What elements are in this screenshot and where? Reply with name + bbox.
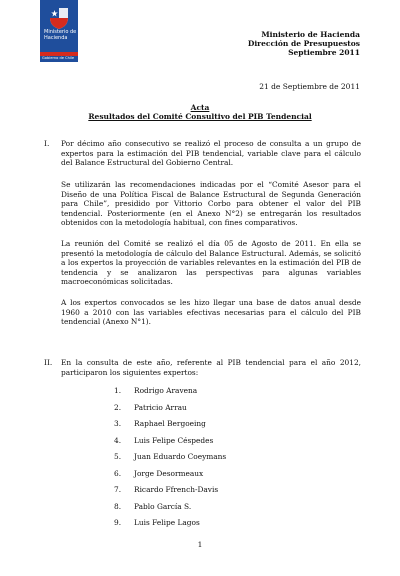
ministry-name-line1: Ministerio de xyxy=(44,29,77,35)
header-ministry: Ministerio de Hacienda xyxy=(261,30,360,39)
document-subtitle: Resultados del Comité Consultivo del PIB Tendencial xyxy=(88,112,312,121)
list-number: 4. xyxy=(114,435,122,445)
expert-name: Ricardo Ffrench-Davis xyxy=(134,485,219,494)
letterhead xyxy=(248,30,360,57)
expert-name: Rodrigo Aravena xyxy=(134,386,198,395)
list-number: 5. xyxy=(114,452,122,461)
list-number: 8. xyxy=(114,501,122,511)
list-item xyxy=(114,502,226,519)
paragraph: En la consulta de este año, referente al PIB tendencial para el año 2012, participaron los siguientes expertos: xyxy=(61,358,361,377)
list-number: 1. xyxy=(114,386,122,395)
document-title: Acta xyxy=(190,103,210,112)
government-label: Gobierno de Chile xyxy=(42,56,75,60)
list-item xyxy=(114,403,226,420)
document-date: 21 de Septiembre de 2011 xyxy=(259,82,360,91)
list-number: 7. xyxy=(114,485,122,494)
list-item xyxy=(114,386,226,403)
list-number: 2. xyxy=(114,402,122,412)
ministry-logo xyxy=(40,0,78,62)
ministry-name xyxy=(44,29,78,41)
list-item xyxy=(114,452,226,469)
header-department: Dirección de Presupuestos xyxy=(247,39,360,48)
expert-name: Luis Felipe Lagos xyxy=(134,518,200,527)
paragraph: Se utilizarán las recomendaciones indicadas por el “Comité Asesor para el Diseño de una Política Fiscal de Balance Estructural de Segunda Generación para Chile”, presidido por Vittorio Corbo para obtener el valor del PIB tendencial. Posteriormente (en el Anexo N°2) se entregarán los resultados obtenidos con la metodología habitual, con fines comparativos. xyxy=(61,180,361,228)
expert-name: Patricio Arrau xyxy=(134,402,187,412)
list-number: 3. xyxy=(114,419,122,428)
header-period: Septiembre 2011 xyxy=(288,48,360,57)
expert-name: Juan Eduardo Coeymans xyxy=(134,452,227,461)
paragraph: La reunión del Comité se realizó el día 05 de Agosto de 2011. En ella se presentó la metodología de cálculo del Balance Estructural. Además, se solicitó a los expertos la proyección de variables relevantes en la estimación del PIB de tendencia y se analizaron las perspectivas para algunas variables macroeconómicas solicitadas. xyxy=(61,239,361,287)
paragraph: Por décimo año consecutivo se realizó el proceso de consulta a un grupo de expertos para la estimación del PIB tendencial, variable clave para el cálculo del Balance Estructural del Gobierno Central. xyxy=(61,139,361,168)
page-number: 1 xyxy=(197,540,203,549)
expert-name: Luis Felipe Céspedes xyxy=(134,435,214,445)
list-item xyxy=(114,518,226,535)
coat-of-arms-icon xyxy=(48,6,70,30)
expert-name: Jorge Desormeaux xyxy=(134,468,204,478)
list-item xyxy=(114,469,226,486)
experts-list xyxy=(114,386,226,535)
section-number: II. xyxy=(44,358,53,367)
expert-name: Raphael Bergoeing xyxy=(134,419,206,428)
section-number: I. xyxy=(44,139,50,148)
expert-name: Pablo García S. xyxy=(134,501,192,511)
list-number: 6. xyxy=(114,468,122,478)
list-number: 9. xyxy=(114,518,122,527)
list-item xyxy=(114,485,226,502)
list-item xyxy=(114,436,226,453)
list-item xyxy=(114,419,226,436)
ministry-name-line2: Hacienda xyxy=(44,35,68,41)
paragraph: A los expertos convocados se les hizo llegar una base de datos anual desde 1960 a 2010 con las variables efectivas necesarias para el cálculo del PIB tendencial (Anexo N°1). xyxy=(61,298,361,327)
